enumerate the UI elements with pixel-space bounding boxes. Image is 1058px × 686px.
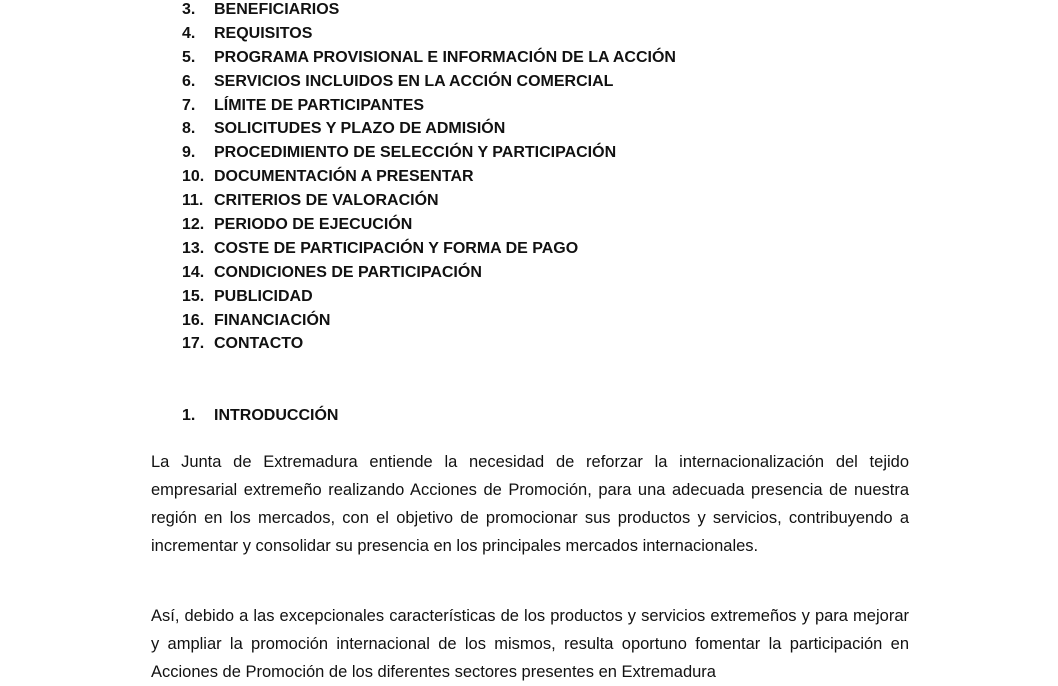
- toc-item-label: SERVICIOS INCLUIDOS EN LA ACCIÓN COMERCIAL: [214, 72, 614, 90]
- toc-item: [182, 309, 676, 333]
- toc-item-label: CONDICIONES DE PARTICIPACIÓN: [214, 263, 482, 281]
- section-title: INTRODUCCIÓN: [214, 407, 339, 424]
- toc-item-number: 9.: [182, 144, 196, 162]
- body-paragraph: La Junta de Extremadura entiende la necesidad de reforzar la internacionalización del tejido empresarial extremeño realizando Acciones de Promoción, para una adecuada presencia de nuestra región en los mercados, con el objetivo de promocionar sus productos y servicios, contribuyendo a incrementar y consolidar su presencia en los principales mercados internacionales.: [151, 453, 909, 555]
- toc-item-number: 7.: [182, 96, 196, 114]
- section-number: 1.: [182, 407, 196, 424]
- toc-item: [182, 0, 676, 22]
- toc-item-number: 5.: [182, 48, 196, 66]
- toc-item: [182, 94, 676, 118]
- toc-item-number: 16.: [182, 311, 205, 329]
- toc-item-label: COSTE DE PARTICIPACIÓN Y FORMA DE PAGO: [214, 239, 579, 257]
- toc-item-number: 14.: [182, 263, 205, 281]
- toc-item-label: DOCUMENTACIÓN A PRESENTAR: [214, 168, 474, 186]
- toc-item-number: 17.: [182, 335, 205, 353]
- toc-item-label: CONTACTO: [214, 335, 304, 353]
- toc-item-number: 8.: [182, 120, 196, 138]
- toc-item-label: BENEFICIARIOS: [214, 1, 340, 18]
- toc-item: [182, 165, 676, 189]
- toc-item-number: 11.: [182, 192, 204, 210]
- toc-item: [182, 237, 676, 261]
- toc-item-label: LÍMITE DE PARTICIPANTES: [214, 96, 425, 114]
- toc-item-label: REQUISITOS: [214, 24, 313, 42]
- toc-item-number: 3.: [182, 1, 196, 18]
- toc-item: [182, 117, 676, 141]
- toc-item: [182, 213, 676, 237]
- toc-item: [182, 332, 676, 356]
- toc-item-label: FINANCIACIÓN: [214, 311, 331, 329]
- toc-item-number: 15.: [182, 287, 205, 305]
- toc-item-number: 10.: [182, 168, 205, 186]
- toc-item-label: CRITERIOS DE VALORACIÓN: [214, 192, 439, 210]
- toc-item: [182, 70, 676, 94]
- table-of-contents: [182, 0, 676, 356]
- toc-item: [182, 285, 676, 309]
- toc-item: [182, 261, 676, 285]
- section-heading: [182, 404, 338, 428]
- toc-item-label: PROCEDIMIENTO DE SELECCIÓN Y PARTICIPACIÓN: [214, 144, 617, 162]
- toc-item: [182, 141, 676, 165]
- toc-item-label: PUBLICIDAD: [214, 287, 313, 305]
- toc-item-number: 12.: [182, 216, 205, 234]
- body-paragraph: Así, debido a las excepcionales características de los productos y servicios extremeños y para mejorar y ampliar la promoción internacional de los mismos, resulta oportuno fomentar la participación en Acciones de Promoción de los diferentes sectores presentes en Extremadura: [151, 607, 909, 681]
- toc-item-label: SOLICITUDES Y PLAZO DE ADMISIÓN: [214, 120, 506, 138]
- toc-item: [182, 22, 676, 46]
- toc-item-number: 4.: [182, 24, 196, 42]
- toc-item-number: 6.: [182, 72, 196, 90]
- toc-item-label: PERIODO DE EJECUCIÓN: [214, 216, 413, 234]
- toc-item: [182, 46, 676, 70]
- toc-item: [182, 189, 676, 213]
- toc-item-label: PROGRAMA PROVISIONAL E INFORMACIÓN DE LA ACCIÓN: [214, 48, 676, 66]
- toc-item-number: 13.: [182, 239, 205, 257]
